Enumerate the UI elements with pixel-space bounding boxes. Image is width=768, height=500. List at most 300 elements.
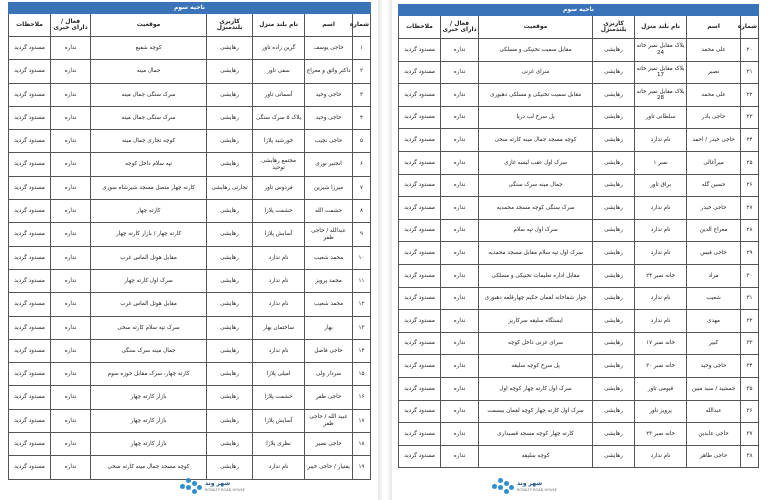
left-page: [0, 0, 378, 500]
cell-building-name: نام ندارد: [253, 339, 305, 362]
cell-owner-name: محمد پرویز: [305, 269, 353, 292]
cell-building-name: آسایش پلازا: [253, 223, 305, 246]
table-row: [399, 332, 759, 355]
table-row: [9, 363, 371, 386]
cell-building-name: ساختمان بهار: [253, 316, 305, 339]
cell-location: کارته چهار متصل مسجد شیرشاه سوری: [91, 176, 207, 199]
table-row: [399, 310, 759, 333]
cell-activity-status: نداره: [51, 293, 91, 316]
cell-location: پل سرخ لب دریا: [479, 106, 593, 129]
cell-owner-name: حاجی فاضل: [305, 339, 353, 362]
cell-remarks: مسدود گردید: [9, 83, 51, 106]
cell-building-name: گرین زاده تاور: [253, 37, 305, 60]
cell-location: کارته چهار / بازار کارته چهار: [91, 223, 207, 246]
cell-location: ایستگاه سلیقه سرکاریز: [479, 310, 593, 333]
cell-row-number: ۲۷: [741, 197, 759, 220]
table-band-title: ناحیه سوم: [399, 5, 759, 16]
cell-remarks: مسدود گردید: [399, 61, 441, 84]
cell-owner-name: شعیب: [687, 287, 741, 310]
cell-owner-name: حاجی قیس: [687, 242, 741, 265]
cell-activity-status: نداره: [51, 106, 91, 129]
cell-building-name: نام ندارد: [253, 246, 305, 269]
table-row: [399, 242, 759, 265]
table-row: [9, 176, 371, 199]
cell-building-use: رهایشی: [207, 386, 253, 409]
cell-owner-name: علی محمد: [687, 39, 741, 62]
cell-building-use: رهایشی: [593, 129, 635, 152]
cell-row-number: ۲۲: [741, 84, 759, 107]
cell-building-use: رهایشی: [207, 246, 253, 269]
cell-activity-status: نداره: [51, 223, 91, 246]
cell-building-use: رهایشی: [593, 219, 635, 242]
column-header-activity-status: فعال / دارای خبری: [441, 16, 479, 39]
cell-location: بازار کارته چهار: [91, 386, 207, 409]
cell-owner-name: حشمت الله: [305, 200, 353, 223]
cell-row-number: ۱۶: [353, 386, 371, 409]
cell-owner-name: حاجی یادر: [687, 106, 741, 129]
cell-location: کوچه مسجد جمال مینه کارته سخی: [91, 456, 207, 479]
cell-row-number: ۷: [353, 176, 371, 199]
cell-row-number: ۸: [353, 200, 371, 223]
cell-remarks: مسدود گردید: [399, 84, 441, 107]
table-row: [9, 223, 371, 246]
table-row: [9, 153, 371, 176]
cell-building-use: رهایشی: [207, 316, 253, 339]
logo: [180, 478, 245, 496]
cell-building-name: نام ندارد: [635, 287, 687, 310]
cell-activity-status: نداره: [441, 445, 479, 468]
cell-building-name: فردوس تاور: [253, 176, 305, 199]
cell-building-use: رهایشی: [207, 106, 253, 129]
cell-building-name: خانه نمبر ۲۴: [635, 264, 687, 287]
cell-activity-status: نداره: [51, 246, 91, 269]
column-header-location: موقعیت: [479, 16, 593, 39]
logo-tagline: ROYALTY ROAD HOUSE: [205, 488, 245, 492]
table-row: [399, 355, 759, 378]
column-header-owner-name: اسم: [305, 14, 353, 37]
cell-row-number: ۲۵: [741, 151, 759, 174]
cell-building-use: رهایشی: [593, 445, 635, 468]
cell-owner-name: محمد شعیب: [305, 293, 353, 316]
cell-remarks: مسدود گردید: [399, 219, 441, 242]
cell-location: کوچه شفیع: [91, 37, 207, 60]
cell-building-name: خانه نمبر ۲۳: [635, 423, 687, 446]
table-row: [9, 293, 371, 316]
right-table: [398, 4, 759, 468]
cell-remarks: مسدود گردید: [399, 39, 441, 62]
cell-building-use: رهایشی: [593, 151, 635, 174]
cell-owner-name: حاجی وحید: [687, 355, 741, 378]
cell-building-use: رهایشی: [593, 332, 635, 355]
cell-owner-name: حاجی عابدین: [687, 423, 741, 446]
cell-building-use: رهایشی: [593, 61, 635, 84]
column-header-remarks: ملاحظات: [9, 14, 51, 37]
cell-building-name: نظری پلازا: [253, 433, 305, 456]
table-row: [9, 60, 371, 83]
cell-location: تپه سلام داخل کوچه: [91, 153, 207, 176]
cell-activity-status: نداره: [441, 332, 479, 355]
table-band-title: ناحیه سوم: [9, 3, 371, 14]
cell-remarks: مسدود گردید: [399, 106, 441, 129]
cell-activity-status: نداره: [51, 37, 91, 60]
table-row: [399, 287, 759, 310]
cell-building-name: نام ندارد: [635, 197, 687, 220]
column-header-building-use: کاربری بلندمنزل: [207, 14, 253, 37]
table-row: [9, 339, 371, 362]
cell-row-number: ۵: [353, 130, 371, 153]
cell-activity-status: نداره: [51, 83, 91, 106]
cell-remarks: مسدود گردید: [399, 423, 441, 446]
logo: [492, 478, 557, 496]
cell-activity-status: نداره: [51, 386, 91, 409]
cell-remarks: مسدود گردید: [399, 377, 441, 400]
logo-name: شهر وند: [205, 480, 231, 487]
cell-owner-name: میرزا شیرین: [305, 176, 353, 199]
cell-row-number: ۱۹: [353, 456, 371, 479]
cell-building-name: نام ندارد: [253, 293, 305, 316]
cell-activity-status: نداره: [441, 84, 479, 107]
cell-location: سرک اول کارته چهار کوچه اول: [479, 377, 593, 400]
cell-remarks: مسدود گردید: [399, 151, 441, 174]
cell-row-number: ۱۲: [353, 293, 371, 316]
cell-location: سرای غزنی داخل کوچه: [479, 332, 593, 355]
cell-remarks: مسدود گردید: [9, 339, 51, 362]
cell-owner-name: مهدی: [687, 310, 741, 333]
cell-activity-status: نداره: [441, 400, 479, 423]
cell-activity-status: نداره: [51, 316, 91, 339]
cell-remarks: مسدود گردید: [9, 316, 51, 339]
cell-activity-status: نداره: [441, 174, 479, 197]
cell-location: سرک سنگی جمال مینه: [91, 83, 207, 106]
cell-owner-name: حاجی وحید: [305, 83, 353, 106]
cell-row-number: ۲۱: [741, 61, 759, 84]
cell-building-use: رهایشی: [207, 83, 253, 106]
cell-activity-status: نداره: [441, 39, 479, 62]
cell-owner-name: عبید الله / حاجی ظفر: [305, 409, 353, 432]
cell-location: بازار کارته چهار: [91, 409, 207, 432]
cell-remarks: مسدود گردید: [9, 293, 51, 316]
cell-location: کوچه سلیقه: [479, 445, 593, 468]
left-table: [8, 2, 371, 480]
cell-location: مقابل سمیت تخنیکی و مسلکی: [479, 39, 593, 62]
cell-activity-status: نداره: [441, 355, 479, 378]
cell-location: جوار شفاخانه لقمان حکیم چهارقلعه دهبوری: [479, 287, 593, 310]
cell-building-use: رهایشی: [593, 106, 635, 129]
cell-activity-status: نداره: [51, 200, 91, 223]
cell-owner-name: یفتیار / حاجی خیبر: [305, 456, 353, 479]
cell-building-use: تجارتی رهایشی: [207, 176, 253, 199]
cell-building-use: رهایشی: [593, 174, 635, 197]
cell-activity-status: نداره: [441, 129, 479, 152]
cell-owner-name: میرآغالی: [687, 151, 741, 174]
cell-remarks: مسدود گردید: [399, 197, 441, 220]
column-header-row-number: شماره: [741, 16, 759, 39]
cell-building-name: نام ندارد: [635, 310, 687, 333]
cell-building-name: مجتمع رهایشی توحید: [253, 153, 305, 176]
table-row: [9, 409, 371, 432]
cell-location: سرک تپه سلام کارته سخی: [91, 316, 207, 339]
cell-location: مقابل اداره تعلیمات تخنیکی و مسلکی: [479, 264, 593, 287]
cell-row-number: ۱۰: [353, 246, 371, 269]
page-gutter: [378, 0, 392, 500]
table-row: [9, 316, 371, 339]
cell-building-name: خانه نمبر ۱۷: [635, 332, 687, 355]
cell-location: سرک سنگی جمال مینه: [91, 106, 207, 129]
cell-remarks: مسدود گردید: [9, 200, 51, 223]
cell-remarks: مسدود گردید: [399, 242, 441, 265]
table-row: [399, 61, 759, 84]
cell-building-name: بلاک مقابل نمبر خانه 17: [635, 61, 687, 84]
cell-remarks: مسدود گردید: [399, 400, 441, 423]
cell-building-name: سلطانی تاور: [635, 106, 687, 129]
table-row: [399, 174, 759, 197]
cell-location: کوچه تجاری جمال مینه: [91, 130, 207, 153]
cell-remarks: مسدود گردید: [399, 445, 441, 468]
table-row: [399, 39, 759, 62]
cell-building-name: قیومی تاور: [635, 377, 687, 400]
cell-location: سرک سنگی کوچه مسجد محمدیه: [479, 197, 593, 220]
cell-owner-name: حاجی یوسف: [305, 37, 353, 60]
table-row: [9, 456, 371, 479]
cell-building-name: بلاک مقابل نمبر خانه 28: [635, 84, 687, 107]
cell-location: پل سرخ کوچه سلیقه: [479, 355, 593, 378]
cell-location: بازار کارته چهار: [91, 433, 207, 456]
cell-owner-name: علی محمد: [687, 84, 741, 107]
cell-location: جمال مینه سرک سنگی: [479, 174, 593, 197]
cell-row-number: ۱۸: [353, 433, 371, 456]
logo-name: شهر وند: [517, 480, 543, 487]
cell-remarks: مسدود گردید: [9, 223, 51, 246]
cell-activity-status: نداره: [441, 242, 479, 265]
cell-building-name: نام ندارد: [253, 269, 305, 292]
cell-building-name: امیلی پلازا: [253, 363, 305, 386]
cell-activity-status: نداره: [441, 197, 479, 220]
table-row: [9, 37, 371, 60]
cell-owner-name: انجنیر نوری: [305, 153, 353, 176]
cell-location: سرک اول تپه سلام: [479, 219, 593, 242]
cell-building-use: رهایشی: [593, 310, 635, 333]
cell-activity-status: نداره: [441, 61, 479, 84]
cell-activity-status: نداره: [441, 377, 479, 400]
column-header-building-name: نام بلند منزل: [635, 16, 687, 39]
cell-building-name: براق تاور: [635, 174, 687, 197]
cell-location: سرای غزنی: [479, 61, 593, 84]
cell-owner-name: داکتر واثق و معراج: [305, 60, 353, 83]
cell-building-use: رهایشی: [593, 264, 635, 287]
cell-location: سرک اول تپه سلام مقابل مسجد محمدیه: [479, 242, 593, 265]
cell-row-number: ۲۴: [741, 129, 759, 152]
cell-row-number: ۲۳: [741, 106, 759, 129]
cell-owner-name: جمشید / سید مبین: [687, 377, 741, 400]
table-row: [9, 130, 371, 153]
cell-owner-name: حاجی خیدر / احمد: [687, 129, 741, 152]
cell-remarks: مسدود گردید: [9, 60, 51, 83]
cell-activity-status: نداره: [441, 287, 479, 310]
table-row: [399, 264, 759, 287]
cell-owner-name: بهار: [305, 316, 353, 339]
cell-remarks: مسدود گردید: [9, 106, 51, 129]
cell-activity-status: نداره: [51, 60, 91, 83]
table-row: [399, 84, 759, 107]
cell-owner-name: مراد: [687, 264, 741, 287]
cell-building-name: بلاک ۵ سرک سنگی: [253, 106, 305, 129]
cell-activity-status: نداره: [441, 310, 479, 333]
cell-location: جمال مینه: [91, 60, 207, 83]
cell-owner-name: معراج الدین: [687, 219, 741, 242]
cell-building-name: پرویز تاور: [635, 400, 687, 423]
cell-activity-status: نداره: [51, 176, 91, 199]
cell-owner-name: حاجی نجیب: [305, 130, 353, 153]
cell-row-number: ۳۲: [741, 310, 759, 333]
cell-location: مقابل هوتل الماس غرب: [91, 246, 207, 269]
cell-building-use: رهایشی: [207, 339, 253, 362]
cell-activity-status: نداره: [51, 433, 91, 456]
table-row: [399, 377, 759, 400]
cell-building-use: رهایشی: [207, 37, 253, 60]
cell-location: سرک اول کارته چهار کوچه لقمان بیسمت: [479, 400, 593, 423]
cell-activity-status: نداره: [51, 456, 91, 479]
cell-row-number: ۳۳: [741, 332, 759, 355]
cell-owner-name: حاجی وحید: [305, 106, 353, 129]
cell-row-number: ۲۰: [741, 39, 759, 62]
cell-owner-name: حاجی خیدر: [687, 197, 741, 220]
cell-row-number: ۱: [353, 37, 371, 60]
cell-row-number: ۳۰: [741, 264, 759, 287]
cell-building-name: سفی تاور: [253, 60, 305, 83]
column-header-row-number: شماره: [353, 14, 371, 37]
cell-building-use: رهایشی: [593, 39, 635, 62]
cell-owner-name: محمد شعیب: [305, 246, 353, 269]
cell-building-name: نمبر ۱: [635, 151, 687, 174]
table-row: [399, 219, 759, 242]
table-row: [9, 200, 371, 223]
cell-owner-name: عبدالله / حاجی ظفر: [305, 223, 353, 246]
cell-building-use: رهایشی: [593, 355, 635, 378]
cell-building-name: نام ندارد: [635, 129, 687, 152]
cell-building-name: نام ندارد: [253, 456, 305, 479]
cell-remarks: مسدود گردید: [9, 386, 51, 409]
cell-row-number: ۳۱: [741, 287, 759, 310]
table-row: [9, 246, 371, 269]
cell-building-use: رهایشی: [207, 223, 253, 246]
cell-remarks: مسدود گردید: [9, 153, 51, 176]
cell-activity-status: نداره: [51, 363, 91, 386]
table-row: [399, 423, 759, 446]
cell-owner-name: حسین گله: [687, 174, 741, 197]
cell-building-name: نام ندارد: [635, 445, 687, 468]
cell-row-number: ۱۵: [353, 363, 371, 386]
cell-activity-status: نداره: [441, 264, 479, 287]
cell-building-use: رهایشی: [207, 456, 253, 479]
cell-row-number: ۳: [353, 83, 371, 106]
column-header-location: موقعیت: [91, 14, 207, 37]
cell-row-number: ۲۹: [741, 242, 759, 265]
table-row: [9, 269, 371, 292]
table-row: [9, 386, 371, 409]
table-row: [399, 197, 759, 220]
cell-building-use: رهایشی: [207, 60, 253, 83]
logo-tagline: ROYALTY ROAD HOUSE: [517, 488, 557, 492]
cell-owner-name: کبیر: [687, 332, 741, 355]
cell-building-use: رهایشی: [593, 423, 635, 446]
cell-building-use: رهایشی: [207, 293, 253, 316]
cell-remarks: مسدود گردید: [9, 433, 51, 456]
column-header-building-name: نام بلند منزل: [253, 14, 305, 37]
cell-building-use: رهایشی: [207, 130, 253, 153]
cell-owner-name: عبدالله: [687, 400, 741, 423]
cell-activity-status: نداره: [51, 409, 91, 432]
cell-remarks: مسدود گردید: [399, 129, 441, 152]
column-header-remarks: ملاحظات: [399, 16, 441, 39]
right-page: [392, 0, 768, 500]
cell-building-name: حشمت پلازا: [253, 386, 305, 409]
cell-remarks: مسدود گردید: [399, 332, 441, 355]
cell-row-number: ۱۱: [353, 269, 371, 292]
cell-activity-status: نداره: [51, 269, 91, 292]
cell-activity-status: نداره: [51, 339, 91, 362]
cell-remarks: مسدود گردید: [399, 310, 441, 333]
cell-row-number: ۲۶: [741, 174, 759, 197]
cell-owner-name: حاجی طاهر: [687, 445, 741, 468]
cell-building-use: رهایشی: [593, 197, 635, 220]
cell-location: کارته چهار: [91, 200, 207, 223]
cell-activity-status: نداره: [51, 153, 91, 176]
cell-owner-name: سردار ولی: [305, 363, 353, 386]
cell-remarks: مسدود گردید: [9, 363, 51, 386]
cell-building-use: رهایشی: [207, 363, 253, 386]
cell-building-name: خورشید پلازا: [253, 130, 305, 153]
table-row: [9, 106, 371, 129]
cell-location: کوچه مسجد جمال مینه کارته سخی: [479, 129, 593, 152]
cell-row-number: ۲: [353, 60, 371, 83]
cell-remarks: مسدود گردید: [9, 409, 51, 432]
table-row: [399, 445, 759, 468]
cell-remarks: مسدود گردید: [9, 456, 51, 479]
cell-row-number: ۳۶: [741, 400, 759, 423]
cell-remarks: مسدود گردید: [9, 269, 51, 292]
cell-remarks: مسدود گردید: [9, 176, 51, 199]
table-row: [399, 400, 759, 423]
cell-row-number: ۲۸: [741, 219, 759, 242]
cell-row-number: ۹: [353, 223, 371, 246]
cell-building-name: آسایش پلازا: [253, 409, 305, 432]
cell-building-name: بلاک مقابل نمبر خانه 24: [635, 39, 687, 62]
column-header-owner-name: اسم: [687, 16, 741, 39]
cell-building-name: حشمت پلازا: [253, 200, 305, 223]
cell-activity-status: نداره: [441, 423, 479, 446]
cell-row-number: ۳۵: [741, 377, 759, 400]
cell-location: کارته چهار کوچه مسجد قصبداری: [479, 423, 593, 446]
cell-building-name: آسمانی تاور: [253, 83, 305, 106]
cell-building-name: نام ندارد: [635, 242, 687, 265]
cell-row-number: ۳۸: [741, 445, 759, 468]
column-header-building-use: کاربری بلندمنزل: [593, 16, 635, 39]
cell-remarks: مسدود گردید: [9, 37, 51, 60]
cell-owner-name: نصیر: [687, 61, 741, 84]
cell-location: مقابل هوتل الماس غرب: [91, 293, 207, 316]
cell-owner-name: حاجی نصیر: [305, 433, 353, 456]
cell-activity-status: نداره: [441, 219, 479, 242]
cell-building-use: رهایشی: [207, 433, 253, 456]
table-row: [399, 129, 759, 152]
cell-location: مقابل سمیت تخنیکی و مسلکی دهبوری: [479, 84, 593, 107]
cell-building-use: رهایشی: [593, 242, 635, 265]
table-row: [9, 433, 371, 456]
cell-building-use: رهایشی: [207, 409, 253, 432]
cell-row-number: ۱۳: [353, 316, 371, 339]
table-row: [9, 83, 371, 106]
cell-row-number: ۳۴: [741, 355, 759, 378]
